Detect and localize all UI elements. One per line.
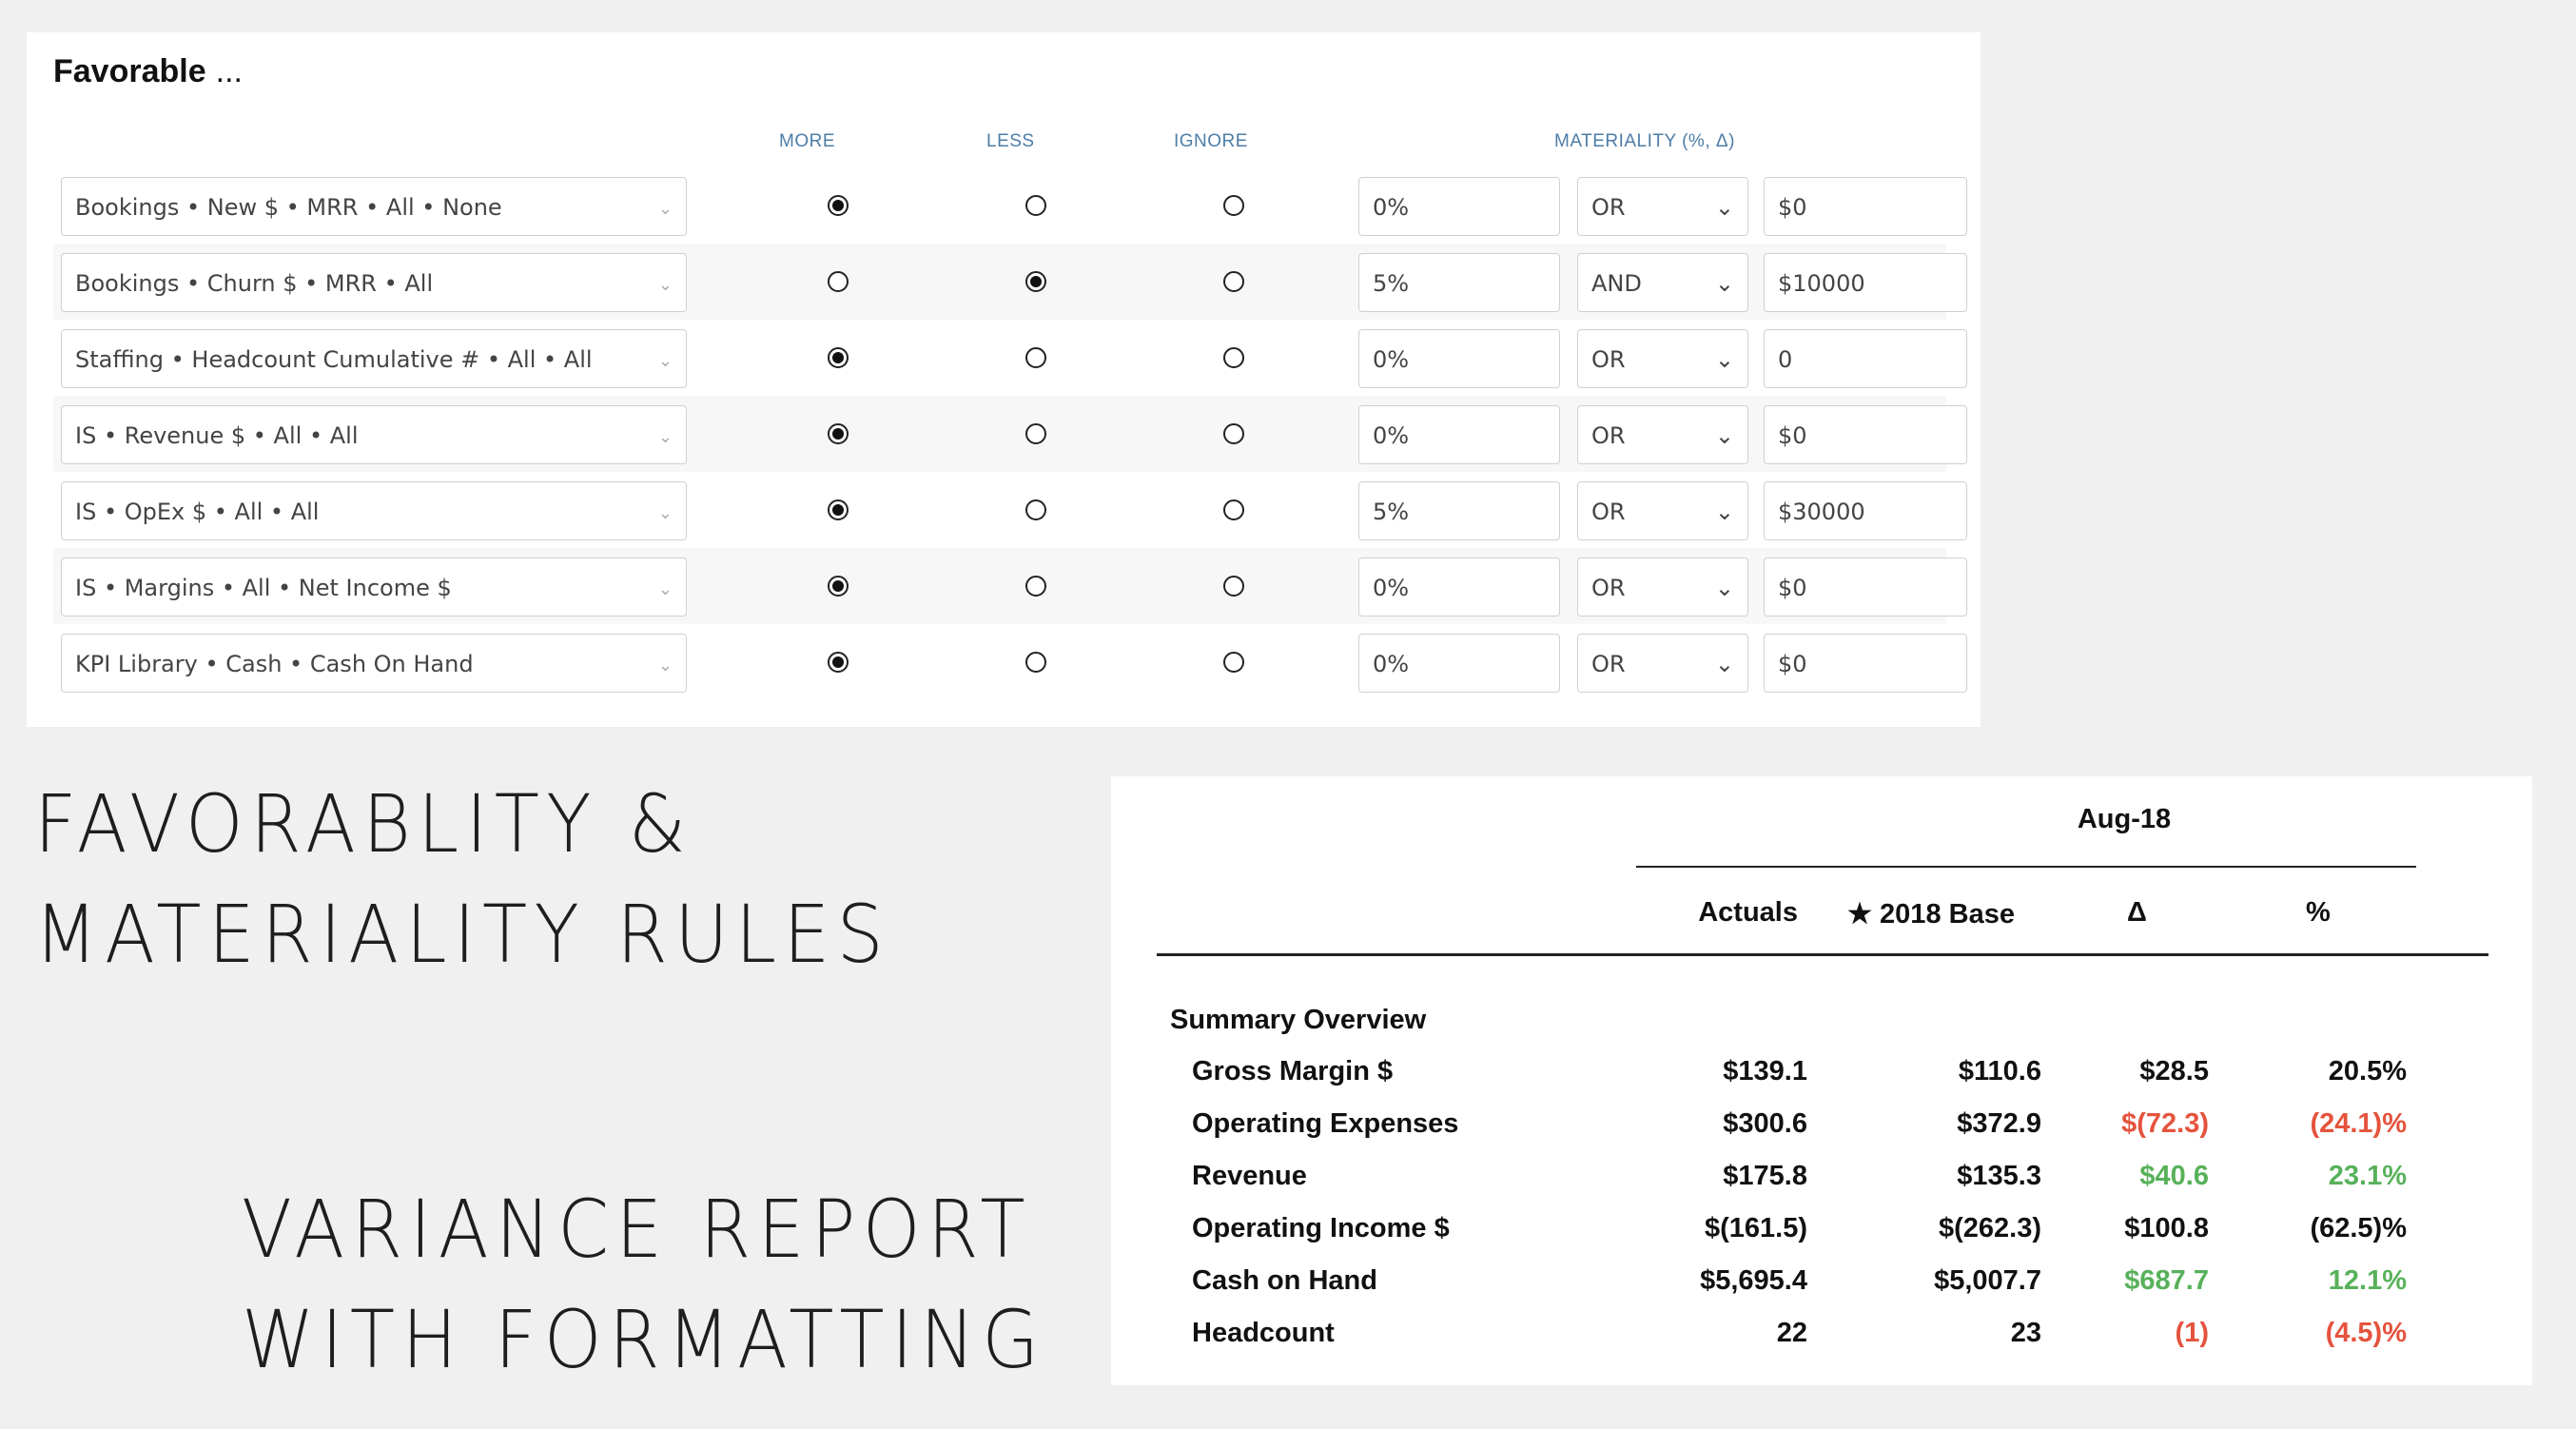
chevron-down-icon: ⌄	[657, 275, 673, 294]
cell-pct: (62.5)%	[2310, 1213, 2407, 1243]
radio-ignore[interactable]	[1223, 423, 1244, 444]
cell-pct: 12.1%	[2328, 1265, 2407, 1296]
percent-threshold-value: 5%	[1373, 499, 1410, 525]
amount-threshold-value: $10000	[1778, 270, 1865, 297]
operator-select-value: OR	[1591, 651, 1626, 677]
radio-ignore[interactable]	[1223, 347, 1244, 368]
chevron-down-icon: ⌄	[657, 427, 673, 446]
chevron-down-icon: ⌄	[1714, 194, 1734, 221]
chevron-down-icon: ⌄	[1714, 346, 1734, 373]
metric-select[interactable]	[61, 177, 687, 236]
metric-select[interactable]	[61, 481, 687, 540]
radio-ignore[interactable]	[1223, 271, 1244, 292]
cell-actuals: $300.6	[1723, 1108, 1807, 1139]
radio-less[interactable]	[1025, 499, 1046, 520]
percent-threshold-input[interactable]	[1358, 177, 1560, 236]
radio-less[interactable]	[1025, 271, 1046, 292]
metric-select[interactable]	[61, 558, 687, 617]
chevron-down-icon: ⌄	[1714, 575, 1734, 601]
operator-select-value: OR	[1591, 499, 1626, 525]
operator-select[interactable]	[1577, 405, 1748, 464]
row-label: Operating Income $	[1192, 1213, 1450, 1243]
chevron-down-icon: ⌄	[1714, 651, 1734, 677]
rule-list	[53, 167, 1946, 700]
cell-base: $135.3	[1957, 1161, 2041, 1191]
operator-select[interactable]	[1577, 634, 1748, 693]
radio-ignore[interactable]	[1223, 576, 1244, 597]
section-title: Summary Overview	[1170, 1005, 1427, 1035]
chevron-down-icon: ⌄	[657, 656, 673, 675]
operator-select-value: OR	[1591, 346, 1626, 373]
operator-select[interactable]	[1577, 253, 1748, 312]
chevron-down-icon: ⌄	[1714, 422, 1734, 449]
chevron-down-icon: ⌄	[1714, 499, 1734, 525]
column-header-delta: Δ	[2127, 897, 2147, 928]
cell-base: 23	[2010, 1318, 2041, 1348]
metric-select[interactable]	[61, 253, 687, 312]
rule-row	[53, 167, 1946, 244]
metric-select-value: IS • OpEx $ • All • All	[75, 499, 320, 525]
metric-select-value: IS • Revenue $ • All • All	[75, 422, 359, 449]
percent-threshold-value: 5%	[1373, 270, 1410, 297]
cell-pct: (24.1)%	[2310, 1108, 2407, 1139]
favorable-rules-panel	[27, 32, 1981, 727]
percent-threshold-input[interactable]	[1358, 481, 1560, 540]
report-heading-line-2: WITH FORMATTING	[242, 1293, 1046, 1386]
chevron-down-icon: ⌄	[1714, 270, 1734, 297]
rule-row	[53, 624, 1946, 700]
radio-less[interactable]	[1025, 195, 1046, 216]
metric-select-value: Bookings • New $ • MRR • All • None	[75, 194, 502, 221]
amount-threshold-value: $0	[1778, 575, 1807, 601]
amount-threshold-value: $0	[1778, 194, 1807, 221]
radio-ignore[interactable]	[1223, 652, 1244, 673]
column-header-actuals: Actuals	[1698, 897, 1798, 928]
cell-delta: $687.7	[2124, 1265, 2209, 1296]
amount-threshold-input[interactable]	[1764, 177, 1967, 236]
row-label: Headcount	[1192, 1318, 1335, 1348]
amount-threshold-input[interactable]	[1764, 634, 1967, 693]
rule-row	[53, 244, 1946, 320]
cell-base: $372.9	[1957, 1108, 2041, 1139]
cell-pct: 23.1%	[2328, 1161, 2407, 1191]
radio-less[interactable]	[1025, 652, 1046, 673]
rule-row	[53, 396, 1946, 472]
cell-actuals: $5,695.4	[1700, 1265, 1807, 1296]
period-header: Aug-18	[2077, 804, 2172, 834]
more-options-ellipsis[interactable]: ...	[215, 53, 243, 89]
radio-more[interactable]	[828, 271, 849, 292]
row-label: Revenue	[1192, 1161, 1307, 1191]
radio-ignore[interactable]	[1223, 499, 1244, 520]
radio-more[interactable]	[828, 499, 849, 520]
radio-more[interactable]	[828, 347, 849, 368]
chevron-down-icon: ⌄	[657, 351, 673, 370]
variance-report	[1111, 776, 2532, 1385]
percent-threshold-value: 0%	[1373, 194, 1410, 221]
percent-threshold-value: 0%	[1373, 651, 1410, 677]
radio-less[interactable]	[1025, 423, 1046, 444]
operator-select[interactable]	[1577, 329, 1748, 388]
cell-actuals: $139.1	[1723, 1056, 1807, 1086]
rule-row	[53, 472, 1946, 548]
operator-select[interactable]	[1577, 177, 1748, 236]
row-label: Cash on Hand	[1192, 1265, 1377, 1296]
report-heading-line-1: VARIANCE REPORT	[242, 1183, 1032, 1276]
metric-select-value: Staffing • Headcount Cumulative # • All • All	[75, 346, 593, 373]
column-header-less: LESS	[986, 131, 1035, 151]
header-divider	[1157, 953, 2488, 956]
radio-more[interactable]	[828, 652, 849, 673]
percent-threshold-input[interactable]	[1358, 634, 1560, 693]
amount-threshold-value: $0	[1778, 422, 1807, 449]
cell-delta: $100.8	[2124, 1213, 2209, 1243]
cell-pct: 20.5%	[2328, 1056, 2407, 1086]
period-divider	[1636, 866, 2416, 868]
operator-select-value: OR	[1591, 194, 1626, 221]
operator-select-value: OR	[1591, 575, 1626, 601]
radio-more[interactable]	[828, 423, 849, 444]
rule-row	[53, 320, 1946, 396]
column-header-more: MORE	[779, 131, 835, 151]
amount-threshold-value: $0	[1778, 651, 1807, 677]
panel-title-text: Favorable	[53, 53, 206, 89]
operator-select[interactable]	[1577, 558, 1748, 617]
column-header-materiality: MATERIALITY (%, Δ)	[1554, 131, 1735, 151]
row-label: Operating Expenses	[1192, 1108, 1459, 1139]
cell-delta: $28.5	[2139, 1056, 2209, 1086]
radio-less[interactable]	[1025, 347, 1046, 368]
chevron-down-icon: ⌄	[657, 503, 673, 522]
cell-actuals: $(161.5)	[1704, 1213, 1807, 1243]
radio-ignore[interactable]	[1223, 195, 1244, 216]
amount-threshold-input[interactable]	[1764, 253, 1967, 312]
amount-threshold-input[interactable]	[1764, 329, 1967, 388]
chevron-down-icon: ⌄	[657, 579, 673, 598]
chevron-down-icon: ⌄	[657, 199, 673, 218]
metric-select-value: KPI Library • Cash • Cash On Hand	[75, 651, 474, 677]
percent-threshold-input[interactable]	[1358, 405, 1560, 464]
cell-delta: (1)	[2175, 1318, 2209, 1348]
operator-select-value: AND	[1591, 270, 1642, 297]
column-header-base: ★ 2018 Base	[1847, 899, 2015, 930]
cell-delta: $40.6	[2139, 1161, 2209, 1191]
report-heading	[242, 1174, 1046, 1395]
column-header-percent: %	[2306, 897, 2331, 928]
panel-title	[53, 53, 243, 90]
radio-more[interactable]	[828, 576, 849, 597]
amount-threshold-input[interactable]	[1764, 481, 1967, 540]
metric-select-value: IS • Margins • All • Net Income $	[75, 575, 452, 601]
amount-threshold-input[interactable]	[1764, 558, 1967, 617]
metric-select[interactable]	[61, 405, 687, 464]
column-header-ignore: IGNORE	[1174, 131, 1248, 151]
radio-less[interactable]	[1025, 576, 1046, 597]
percent-threshold-input[interactable]	[1358, 558, 1560, 617]
percent-threshold-input[interactable]	[1358, 329, 1560, 388]
amount-threshold-input[interactable]	[1764, 405, 1967, 464]
cell-actuals: $175.8	[1723, 1161, 1807, 1191]
percent-threshold-input[interactable]	[1358, 253, 1560, 312]
cell-base: $110.6	[1958, 1056, 2041, 1086]
amount-threshold-value: 0	[1778, 346, 1793, 373]
cell-pct: (4.5)%	[2325, 1318, 2407, 1348]
operator-select[interactable]	[1577, 481, 1748, 540]
amount-threshold-value: $30000	[1778, 499, 1865, 525]
metric-select[interactable]	[61, 329, 687, 388]
cell-base: $(262.3)	[1938, 1213, 2041, 1243]
rules-heading-line-2: MATERIALITY RULES	[34, 888, 891, 981]
cell-base: $5,007.7	[1934, 1265, 2041, 1296]
percent-threshold-value: 0%	[1373, 575, 1410, 601]
rule-row	[53, 548, 1946, 624]
rules-heading	[34, 769, 890, 989]
percent-threshold-value: 0%	[1373, 346, 1410, 373]
metric-select[interactable]	[61, 634, 687, 693]
cell-actuals: 22	[1776, 1318, 1807, 1348]
radio-more[interactable]	[828, 195, 849, 216]
row-label: Gross Margin $	[1192, 1056, 1394, 1086]
operator-select-value: OR	[1591, 422, 1626, 449]
metric-select-value: Bookings • Churn $ • MRR • All	[75, 270, 434, 297]
rules-heading-line-1: FAVORABLITY &	[34, 777, 693, 871]
percent-threshold-value: 0%	[1373, 422, 1410, 449]
cell-delta: $(72.3)	[2121, 1108, 2209, 1139]
